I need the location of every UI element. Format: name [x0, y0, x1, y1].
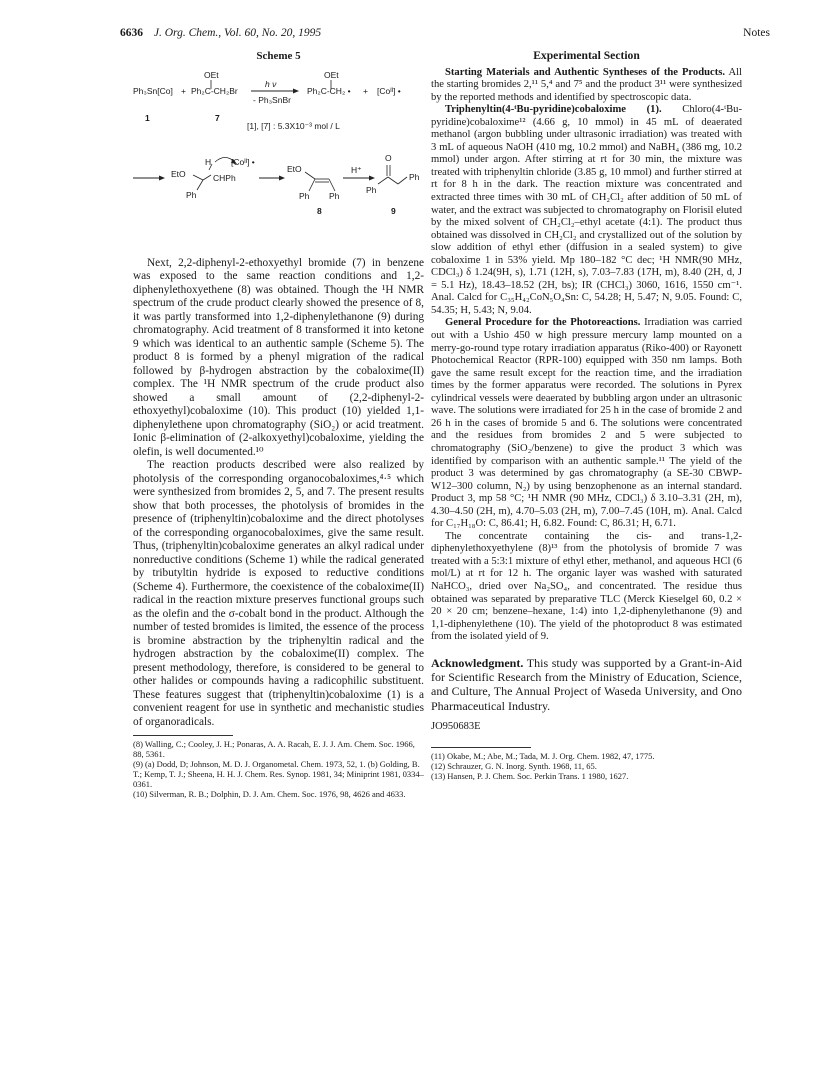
radical-product: Ph₂C-CH₂ •	[307, 85, 351, 96]
intermediate-cobalt: [Coᴵᴵ] •	[231, 156, 255, 167]
footnote-9: (9) (a) Dodd, D; Johnson, M. D. J. Organometal. Chem. 1973, 52, 1. (b) Golding, B. T.; Kemp, T. J.; Sheena, H. H. J. Chem. Res. Synop. 1981, 34; Miniprint 1981, 0334–0361.	[133, 759, 424, 790]
run-in-heading: General Procedure for the Photoreactions.	[445, 317, 641, 329]
experimental-paragraph-photoreactions	[431, 317, 742, 530]
compound-number-1: 1	[145, 112, 150, 123]
product-oet-label: OEt	[324, 69, 339, 80]
compound-number-8: 8	[317, 205, 322, 216]
compound-number-9: 9	[391, 205, 396, 216]
plus-sign: +	[363, 85, 368, 96]
compound-number-7: 7	[215, 112, 220, 123]
experimental-paragraph-cobaloxime-synthesis	[431, 104, 742, 317]
cobalt-ii-radical: [Coᴵᴵ] •	[377, 85, 401, 96]
scheme-title: Scheme 5	[256, 50, 301, 62]
acknowledgment-body: This study was supported by a Grant-in-Aid for Scientific Research from the Ministry of Education, Science, and Culture, The Annual Project of Waseda University, and Ono Pharmaceutical Industry.	[431, 655, 742, 713]
paragraph-body: Irradiation was carried out with a Ushio 450 w high pressure mercury lamp mounted on a merry-go-round type rotary irradiation apparatus (Riko-400) or Rayonett Photochemical Reactor (RPR-100) equipped with 350 nm lamps. Both gave the same result except for the reaction time, and the irradiation times by the former apparatus were recorded. The solutions in Pyrex cylindrical vessels were deaerated by bubbling argon under an ultrasonic wave. The solutions were irradiated for 25 h in the case of bromide 2 and 26 h in the cases of bromide 5 and 6. The solutions were concentrated and the residues from bromides 2 and 5 were subjected to chromatography (SiO₂/benzene) to give the product 3 which was identified by comparison with an authentic sample.¹¹ The yield of the product 3 was determined by gas chromatography (a SE-30 CBWP-W12–300 column, N₂) by using benzophenone as an internal standard. Product 3, mp 58 °C; ¹H NMR (90 MHz, CDCl₃) δ 3.10–3.31 (2H, m), 4.30–4.50 (2H, m), 4.70–5.03 (2H, m), 7.00–7.45 (10H, m). Anal. Calcd for C₁₇H₁₈O: C, 86.41; H, 6.82. Found: C, 86.31; H, 6.71.	[431, 317, 742, 530]
ketone-oxygen: O	[385, 152, 392, 163]
run-in-heading: Starting Materials and Authentic Syntheses of the Products.	[445, 66, 726, 78]
journal-reference: J. Org. Chem., Vol. 60, No. 20, 1995	[153, 27, 322, 39]
journal-code: JO950683E	[431, 720, 481, 732]
experimental-paragraph-acid-treatment: The concentrate containing the cis- and trans-1,2-diphenylethoxyethylene (8)¹³ from the photolysis of bromide 7 was treated with a 5:3:1 mixture of ethyl ether, methanol, and aqueous HCl (6 mol/L) at rt for 12 h. The organic layer was washed with saturated NaHCO₃, dried over Na₂SO₄, and concentrated. The residue thus obtained was separated by preparative TLC (Merck Kieselgel 60, 0.2 × 20 × 20 cm; benzene–hexane, 1:4) into 1,2-diphenylethanone (9) and 1,1-diphenylethene (10). The yield of the photoproduct 8 was estimated from the isolated yield of 9.	[431, 530, 742, 643]
run-in-heading: Triphenyltin(4-ᵗBu-pyridine)cobaloxime (1).	[445, 104, 662, 116]
body-paragraph: Next, 2,2-diphenyl-2-ethoxyethyl bromide (7) in benzene was exposed to the same reaction conditions and 1,2-diphenylethoxyethene (8) was obtained. Though the ¹H NMR spectrum of the crude product clearly showed the presence of 8, it was partly transformed into 1,2-diphenylethanone (9) during chromatography. Acid treatment of 8 transformed it into ketone 9 which was identical to an authentic sample (Scheme 5). The product 8 is formed by a phenyl migration of the radical followed by β-hydrogen abstraction by the cobaloxime(II) complex. The ¹H NMR spectrum of the crude product also showed a small amount of (2,2-diphenyl-2-ethoxyethyl)cobaloxime (10). This product (10) yielded 1,1-diphenylethene upon chromatography (SiO₂) or acid treatment. Ionic β-elimination of (2-alkoxyethyl)cobaloxime, yielding the olefin, is well documented.¹⁰	[133, 256, 424, 458]
intermediate-ph: Ph	[186, 189, 197, 200]
ketone-ph-right: Ph	[409, 171, 420, 182]
paragraph-body: Chloro(4-ᵗBu-pyridine)cobaloxime¹² (4.66 g, 10 mmol) in 45 mL of deaerated methanol (argon bubbling under ultrasonic irradiation) was treated with 3 mL of aqueous NaOH (410 mg, 10.2 mmol) and NaBH₄ (386 mg, 10.2 mmol) under argon. After stirring at rt for 30 min, the mixture was treated with triphenyltin chloride (3.85 g, 10 mmol) and further stirred at rt for 8 h in the dark. The reaction mixture was concentrated and extracted three times with 30 mL of CH₂Cl₂ after addition of 50 mL of water, and the extract was subjected to chromatography on Florisil eluted by the mixed solvent of CH₂Cl₂–ethyl acetate (4:1). The product thus obtained was dissolved in CH₂Cl₂ and crystallized out of the solution by slow addition of ethyl ether (diffusion in a sealed system) to give cobaloxime 1 in 53% yield. Mp 180–182 °C dec; ¹H NMR(90 MHz, CDCl₃) δ 1.24(9H, s), 1.71 (12H, s), 7.03–7.83 (17H, m), 8.40 (2H, d, J = 5.1 Hz), 18.43–18.52 (2H, bs); IR (CHCl₃) 3060, 1616, 1550 cm⁻¹. Anal. Calcd for C₃₅H₄₂CoN₅O₄Sn: C, 54.28; H, 5.47; N, 9.05. Found: C, 54.35; H, 5.43; N, 9.04.	[431, 104, 742, 316]
footnote-12: (12) Schrauzer, G. N. Inorg. Synth. 1968, 11, 65.	[431, 761, 597, 772]
acid-label: H⁺	[351, 164, 362, 175]
plus-sign: +	[181, 85, 186, 96]
scheme-5-figure	[133, 69, 424, 253]
arrow-hv-label: h ν	[265, 78, 277, 89]
section-label: Notes	[743, 27, 770, 39]
ketone-ph-left: Ph	[366, 184, 377, 195]
reactant-triphenyltin-cobaloxime: Ph₃Sn[Co]	[133, 85, 173, 96]
footnote-rule	[431, 747, 531, 748]
paragraph-body: All the starting bromides 2,¹¹ 5,⁴ and 7⁵ and the product 3¹¹ were synthesized by the reported methods and identified by spectroscopic data.	[431, 66, 742, 103]
reactant-oet-label: OEt	[204, 69, 219, 80]
footnote-13: (13) Hansen, P. J. Chem. Soc. Perkin Trans. 1 1980, 1627.	[431, 771, 629, 782]
olefin-eto: EtO	[287, 163, 302, 174]
experimental-section-title: Experimental Section	[533, 49, 640, 62]
arrow-byproduct-label: - Ph₃SnBr	[253, 94, 291, 105]
intermediate-h: H	[205, 156, 212, 167]
olefin-ph-right: Ph	[329, 190, 340, 201]
left-column	[133, 48, 424, 799]
intermediate-chph: CHPh	[213, 172, 236, 183]
page-number: 6636	[120, 27, 143, 39]
footnote-8: (8) Walling, C.; Cooley, J. H.; Ponaras, A. A. Racah, E. J. J. Am. Chem. Soc. 1966, 88, 5361.	[133, 739, 415, 760]
experimental-paragraph-starting-materials	[431, 67, 742, 105]
acknowledgment	[431, 656, 742, 713]
right-column	[431, 48, 742, 781]
concentration-conditions: [1], [7] : 5.3X10⁻³ mol / L	[247, 120, 340, 131]
footnote-rule	[133, 735, 233, 736]
intermediate-eto: EtO	[171, 168, 186, 179]
footnote-11: (11) Okabe, M.; Abe, M.; Tada, M. J. Org. Chem. 1982, 47, 1775.	[431, 751, 655, 762]
reactant-bromide: Ph₂C-CH₂Br	[191, 85, 238, 96]
acknowledgment-heading: Acknowledgment.	[431, 655, 524, 670]
running-head	[120, 26, 770, 40]
olefin-ph-left: Ph	[299, 190, 310, 201]
body-paragraph: The reaction products described were also realized by photolysis of the corresponding organocobaloximes,⁴·⁵ which were synthesized from bromides 2, 5, and 7. The present results show that both processes, the photolysis of bromides in the presence of (triphenyltin)cobaloxime and the direct photolyses of the corresponding organocobaloximes, give the same result. Thus, (triphenyltin)cobaloxime generates an alkyl radical under nonreductive conditions (Scheme 1) while the radical generated by tributyltin hydride is exposed to reductive conditions (Scheme 4). Furthermore, the coexistence of the cobaloxime(II) radical in the reaction mixture preserves functional groups such as the olefin and the σ-cobalt bond in the product. Although the number of tested bromides is limited, the essence of the process is bromine abstraction by the triphenyltin radical and the hydrogen abstraction by the cobaloxime(II) complex. The present methodology, therefore, is considered to be general to other halides or compounds having a radicophilic substituent. These features suggest that (triphenyltin)cobaloxime (1) is a convenient reagent for use in synthetic and mechanistic studies of organoradicals.	[133, 459, 424, 728]
footnote-10: (10) Silverman, R. B.; Dolphin, D. J. Am. Chem. Soc. 1976, 98, 4626 and 4633.	[133, 789, 406, 800]
